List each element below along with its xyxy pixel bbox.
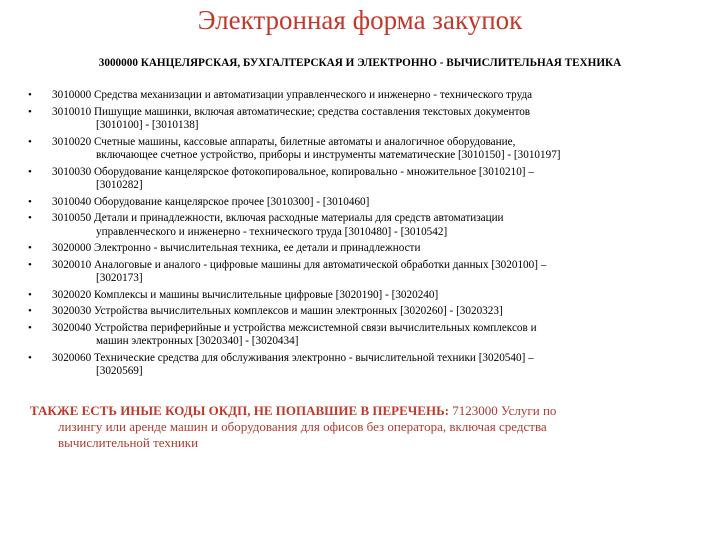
list-item-text: • 3020030 Устройства вычислительных комплексов и машин электронных [3020260] - [3020323] — [52, 305, 503, 317]
list-item — [24, 289, 696, 303]
list-item — [24, 106, 696, 133]
list-item — [24, 352, 696, 379]
list-item-continuation: включающее счетное устройство, приборы и инструменты математические [3010150] - [3010197] — [96, 149, 561, 161]
list-item — [24, 212, 696, 239]
footer-note-text: 7123000 Услуги по — [449, 403, 557, 418]
list-item-continuation: [3010100] - [3010138] — [96, 119, 199, 131]
list-item-text: • 3010030 Оборудование канцелярское фотокопировальное, копировально - множительное [3010210] – — [52, 165, 534, 178]
list-item — [24, 136, 696, 163]
list-item-text: • 3020000 Электронно - вычислительная техника, ее детали и принадлежности — [52, 242, 421, 254]
list-item-continuation: [3020569] — [96, 365, 143, 377]
list-item-text: • 3020010 Аналоговые и аналого - цифровые машины для автоматической обработки данных [3020100] – — [52, 258, 547, 271]
list-item — [24, 242, 696, 256]
list-item-text: • 3010040 Оборудование канцелярское прочее [3010300] - [3010460] — [52, 195, 370, 208]
list-item — [24, 322, 696, 349]
list-item — [24, 259, 696, 286]
list-item-continuation: управленческого и инженерно - технического труда [3010480] - [3010542] — [96, 225, 448, 238]
list-item-text: • 3020020 Комплексы и машины вычислительные цифровые [3020190] - [3020240] — [52, 288, 439, 301]
footer-note-lead: ТАКЖЕ ЕСТЬ ИНЫЕ КОДЫ ОКДП, НЕ ПОПАВШИЕ В ПЕРЕЧЕНЬ: — [30, 403, 450, 418]
list-item-text: • 3020040 Устройства периферийные и устройства межсистемной связи вычислительных комплексов и — [52, 321, 537, 334]
footer-note-line: лизингу или аренде машин и оборудования для офисов без оператора, включая средства — [58, 419, 547, 434]
code-list — [24, 89, 696, 382]
list-item — [24, 166, 696, 193]
list-item-continuation: [3020173] — [96, 272, 143, 284]
list-item-text: • 3010050 Детали и принадлежности, включая расходные материалы для средств автоматизации — [52, 212, 504, 224]
section-heading: 3000000 КАНЦЕЛЯРСКАЯ, БУХГАЛТЕРСКАЯ И ЭЛЕКТРОННО - ВЫЧИСЛИТЕЛЬНАЯ ТЕХНИКА — [98, 57, 622, 69]
footer-note-line: вычислительной техники — [58, 435, 199, 450]
list-item-text: • 3020060 Технические средства для обслуживания электронно - вычислительной техники [3020540] – — [52, 351, 534, 364]
list-item-text: • 3010000 Средства механизации и автоматизации управленческого и инженерно - технического труда — [52, 89, 533, 101]
footer-note — [30, 403, 690, 451]
list-item-continuation: машин электронных [3020340] - [3020434] — [96, 335, 299, 347]
page-title: Электронная форма закупок — [197, 5, 523, 35]
list-item-continuation: [3010282] — [96, 179, 143, 191]
list-item — [24, 196, 696, 210]
list-item-text: • 3010010 Пишущие машинки, включая автоматические; средства составления текстовых документов — [52, 105, 531, 118]
list-item — [24, 89, 696, 103]
list-item — [24, 305, 696, 319]
list-item-text: • 3010020 Счетные машины, кассовые аппараты, билетные автоматы и аналогичное оборудование, — [52, 135, 516, 148]
